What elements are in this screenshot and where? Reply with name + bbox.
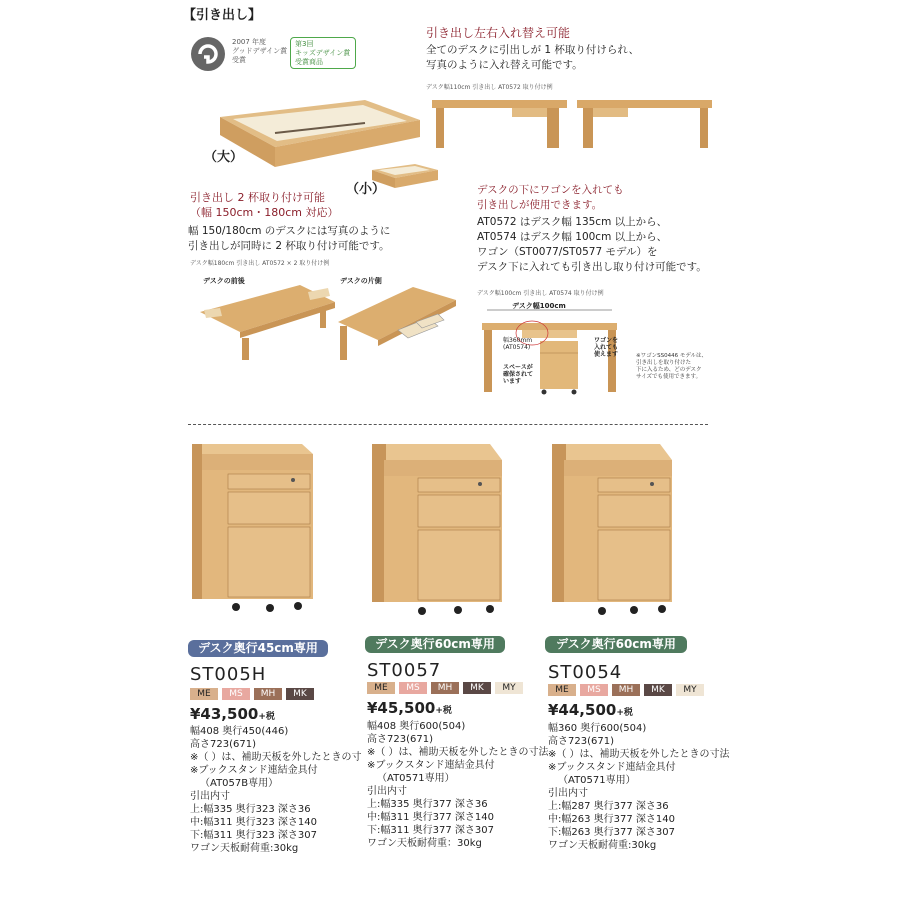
product-image-st005h xyxy=(190,440,315,615)
chip-ms: MS xyxy=(222,688,250,700)
color-chips-st005h xyxy=(190,688,314,700)
two-drawers-title: 引き出し 2 杯取り付け可能 （幅 150cm・180cm 対応） xyxy=(190,191,339,219)
width-360-note: 幅360mm (AT0574) xyxy=(503,337,533,351)
section-divider xyxy=(188,424,708,425)
specs-st0057: 幅408 奥行600(504) 高さ723(671) ※（ ）は、補助天板を外したときの寸法 ※ブックスタンド連結金具付 （AT0571専用） 引出内寸 上:幅335 奥行377 深さ36 中:幅311 奥行377 深さ140 下:幅311 奥行377 深さ307 ワゴン天板耐荷重：30kg xyxy=(367,721,549,849)
price-st0057: ¥45,500+税 xyxy=(367,699,452,717)
large-label: （大） xyxy=(204,150,244,165)
specs-st005h: 幅408 奥行450(446) 高さ723(671) ※（ ）は、補助天板を外したときの寸 ※ブックスタンド連結金具付 （AT057B専用） 引出内寸 上:幅335 奥行323 深さ36 中:幅311 奥行323 深さ140 下:幅311 奥行323 深さ307 ワゴン天板耐荷重:30kg xyxy=(190,726,362,854)
label-desk-one-side: デスクの片側 xyxy=(340,277,382,285)
price-st005h: ¥43,500+税 xyxy=(190,705,275,723)
space-secured-note: スペースが 確保されて います xyxy=(503,364,534,385)
swap-caption: デスク幅110cm 引き出し AT0572 取り付け例 xyxy=(426,84,553,91)
wagon-fits-note: ワゴンを 入れても 使えます xyxy=(594,337,619,358)
chip-mh: MH xyxy=(254,688,282,700)
good-design-logo xyxy=(190,36,226,72)
chip-me: ME xyxy=(367,682,395,694)
chip-mk: MK xyxy=(463,682,491,694)
wagon-under-caption: デスク幅100cm 引き出し AT0574 取り付け例 xyxy=(477,290,604,297)
chip-mk: MK xyxy=(644,684,672,696)
color-chips-st0054 xyxy=(548,684,704,696)
swap-body: 全てのデスクに引出しが 1 杯取り付けられ、 写真のように入れ替え可能です。 xyxy=(426,44,640,71)
badge-desk-depth-60: デスク奥行60cm専用 xyxy=(545,636,687,653)
model-st005h: ST005H xyxy=(190,664,267,685)
two-drawers-front-back-image xyxy=(200,280,335,360)
wagon-under-body: AT0572 はデスク幅 135cm 以上から、 AT0574 はデスク幅 100cm 以上から、 ワゴン（ST0077/ST0577 モデル）を デスク下に入れても引き出し取り付け可能です。 xyxy=(477,216,707,273)
wagon-under-title: デスクの下にワゴンを入れても 引き出しが使用できます。 xyxy=(477,184,624,211)
label-desk-front-back: デスクの前後 xyxy=(203,277,245,285)
chip-mh: MH xyxy=(431,682,459,694)
desk-swap-image-left xyxy=(432,94,567,150)
desk-width-label: デスク幅100cm xyxy=(512,302,566,310)
section-title: 【引き出し】 xyxy=(183,8,262,23)
badge-desk-depth-60: デスク奥行60cm専用 xyxy=(365,636,505,653)
chip-my: MY xyxy=(495,682,523,694)
price-st0054: ¥44,500+税 xyxy=(548,701,633,719)
kids-design-badge: 第3回 キッズデザイン賞 受賞商品 xyxy=(290,37,356,69)
specs-st0054: 幅360 奥行600(504) 高さ723(671) ※（ ）は、補助天板を外したときの寸法 ※ブックスタンド連結金具付 （AT0571専用） 引出内寸 上:幅287 奥行377 深さ36 中:幅263 奥行377 深さ140 下:幅263 奥行377 深さ307 ワゴン天板耐荷重:30kg xyxy=(548,723,730,851)
desk-swap-image-right xyxy=(577,94,712,150)
small-label: （小） xyxy=(346,182,386,197)
two-drawers-one-side-image xyxy=(338,282,458,362)
chip-me: ME xyxy=(190,688,218,700)
chip-mk: MK xyxy=(286,688,314,700)
chip-my: MY xyxy=(676,684,704,696)
product-image-st0057 xyxy=(370,440,505,615)
product-image-st0054 xyxy=(550,440,675,615)
good-design-award-text: 2007 年度 グッドデザイン賞 受賞 xyxy=(232,38,288,64)
swap-title: 引き出し左右入れ替え可能 xyxy=(426,26,571,40)
large-drawer-image xyxy=(215,95,425,170)
color-chips-st0057 xyxy=(367,682,523,694)
chip-me: ME xyxy=(548,684,576,696)
two-drawers-caption: デスク幅180cm 引き出し AT0572 × 2 取り付け例 xyxy=(190,260,330,267)
chip-ms: MS xyxy=(399,682,427,694)
chip-mh: MH xyxy=(612,684,640,696)
two-drawers-body: 幅 150/180cm のデスクには写真のように 引き出しが同時に 2 杯取り付け可能です。 xyxy=(188,225,391,252)
model-st0057: ST0057 xyxy=(367,660,442,681)
model-st0054: ST0054 xyxy=(548,662,623,683)
badge-desk-depth-45: デスク奥行45cm専用 xyxy=(188,640,328,657)
chip-ms: MS xyxy=(580,684,608,696)
wagon-side-note: ※ワゴンSS0446 モデルは、 引き出しを取り付けた 下に入るため、どのデスク サイズでも使用できます。 xyxy=(636,353,708,380)
